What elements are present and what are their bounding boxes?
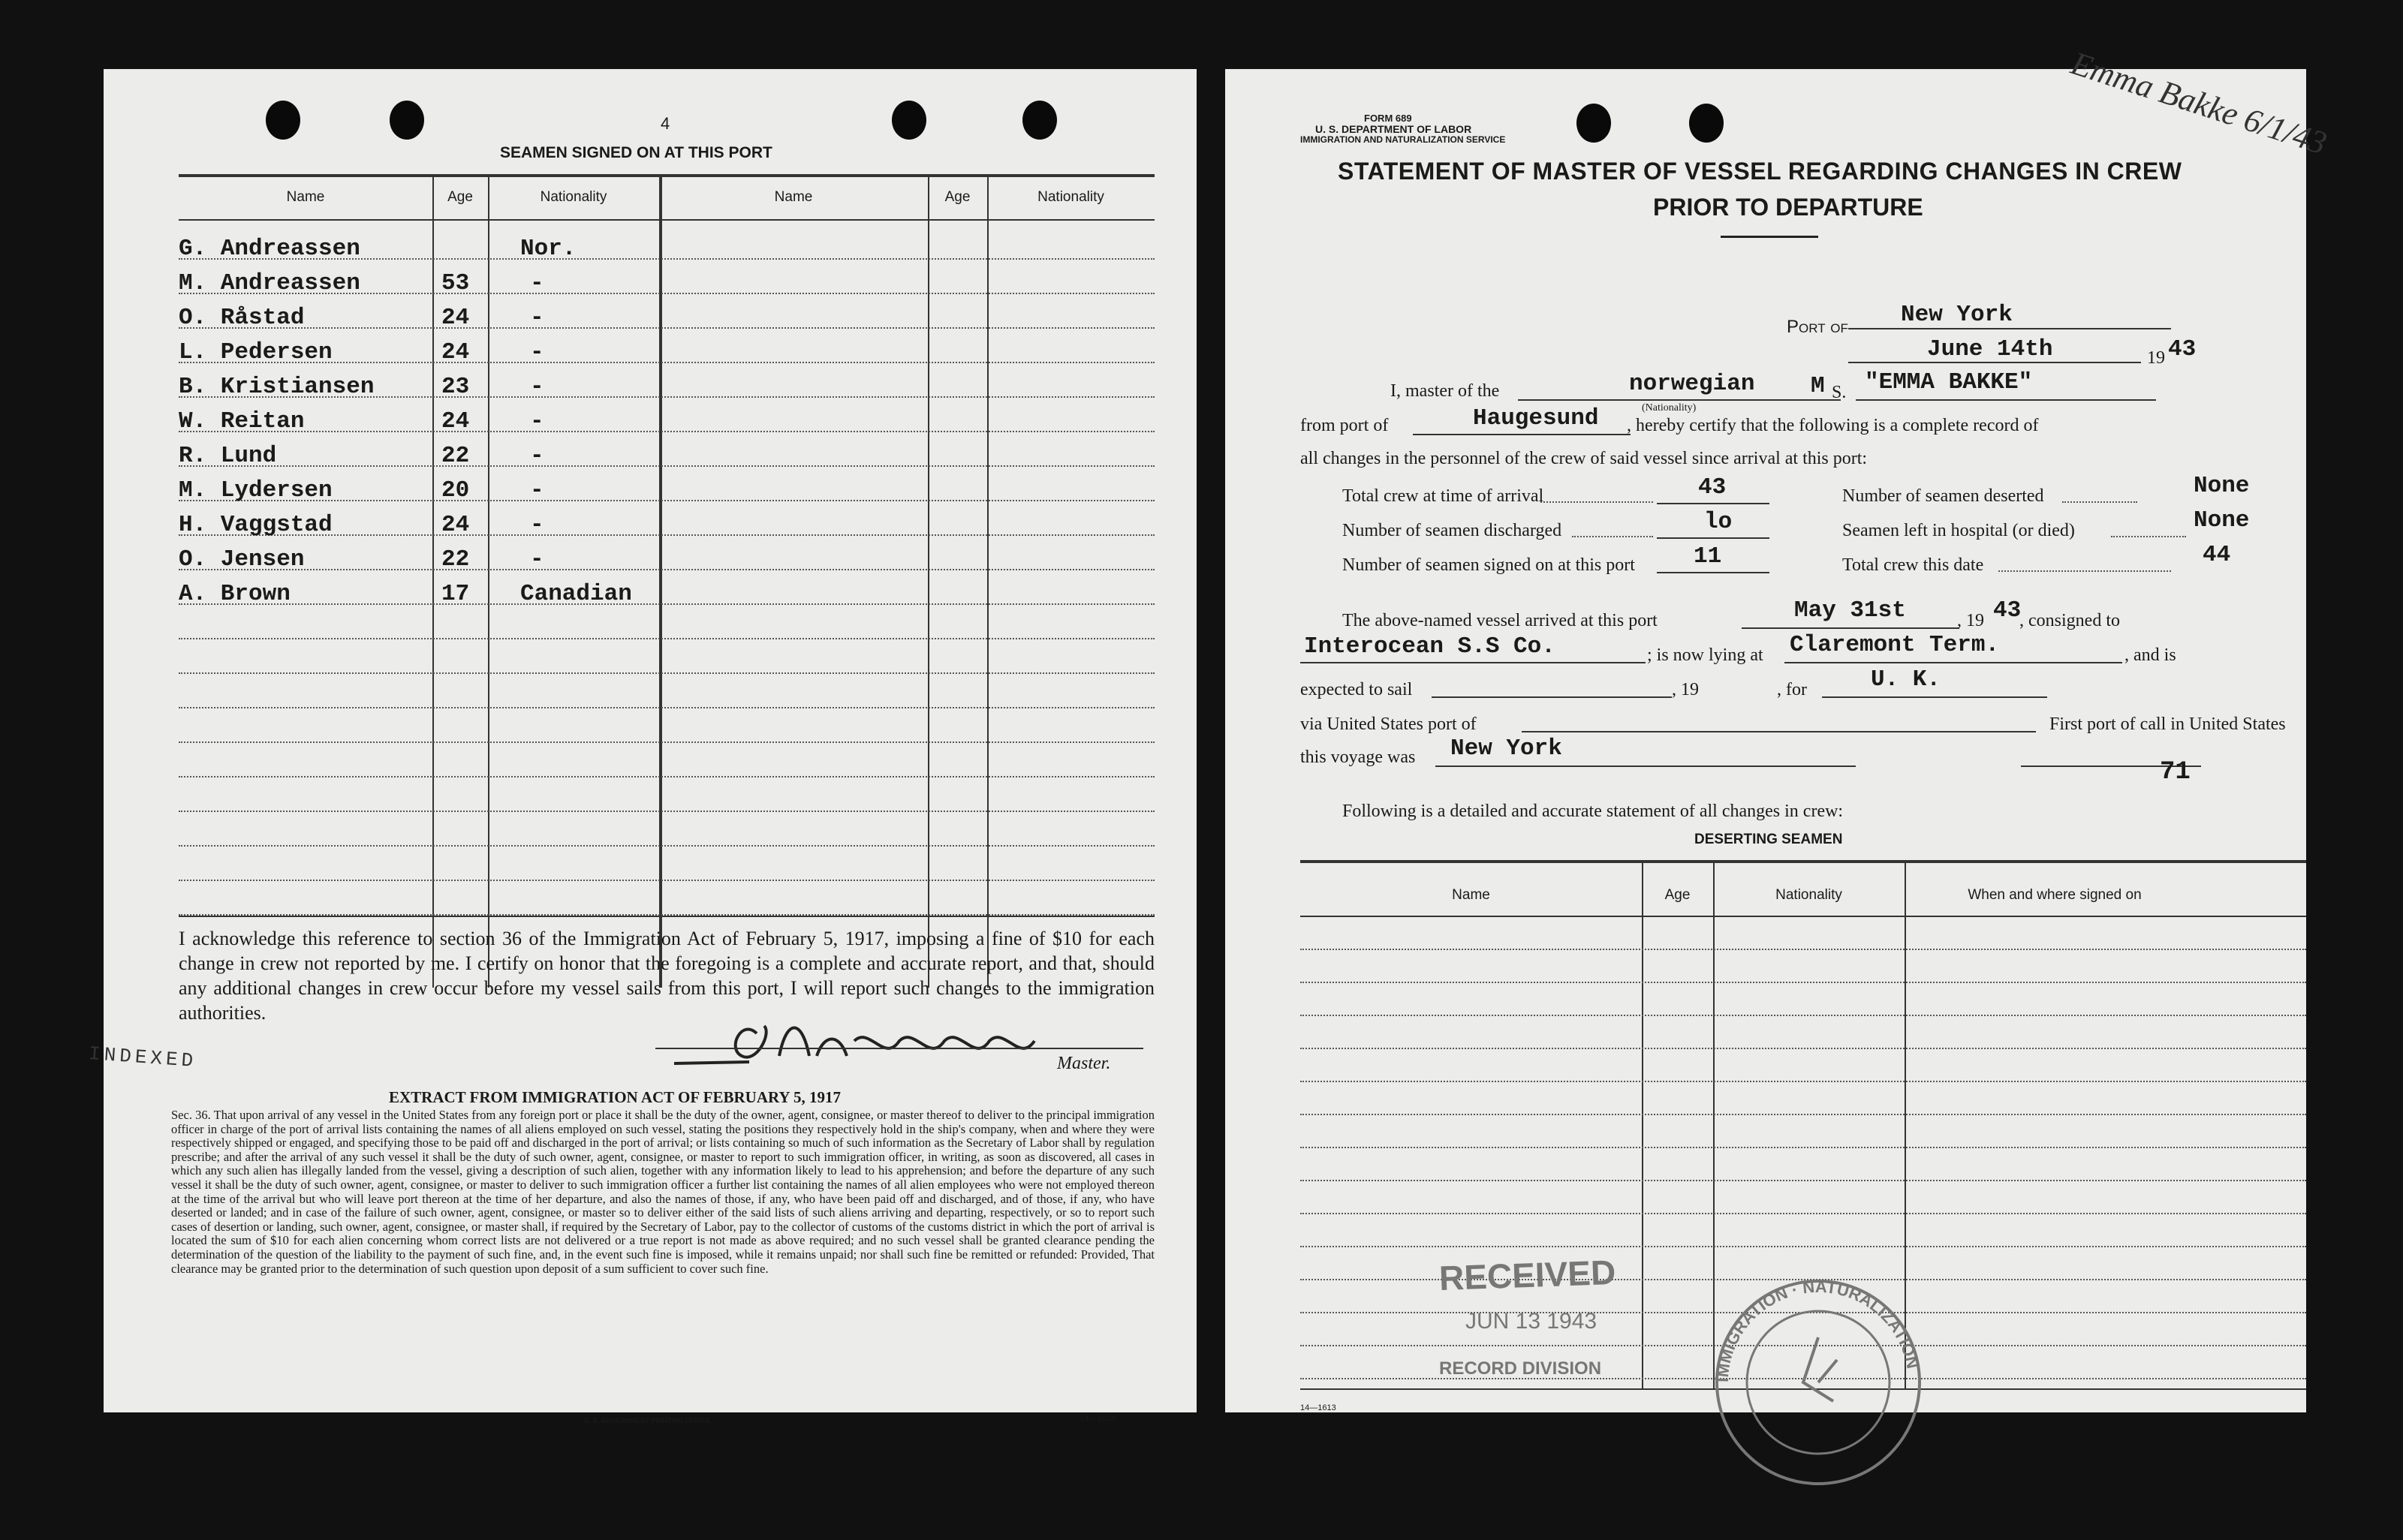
master-of-label: I, master of the [1390, 381, 1500, 401]
deserted-label: Number of seamen deserted [1842, 486, 2044, 506]
date-value: June 14th [1927, 336, 2053, 362]
col-divider [928, 177, 929, 988]
master-label: Master. [1057, 1054, 1111, 1073]
department: U. S. DEPARTMENT OF LABOR [1315, 123, 1472, 135]
seaman-age: 24 [441, 408, 470, 435]
svg-text:IMMIGRATION · NATURALIZATION [1713, 1277, 1923, 1382]
certify-text: , hereby certify that the following is a complete record of [1627, 416, 2039, 435]
row-rule [179, 707, 1155, 708]
from-port-line [1413, 434, 1631, 435]
col-divider [987, 177, 989, 988]
page-number: 4 [661, 114, 670, 133]
total-crew-date-label: Total crew this date [1842, 555, 1984, 575]
punch-hole [266, 101, 300, 140]
deserting-table-top [1300, 860, 2306, 863]
row-rule [179, 672, 1155, 674]
signature-line [655, 1048, 1143, 1049]
dotted-leader [1540, 501, 1653, 503]
col-divider [659, 177, 662, 988]
col-header-nationality: Nationality [540, 189, 607, 205]
deserting-col-signed-on: When and where signed on [1968, 887, 2142, 903]
col-divider [432, 177, 434, 988]
punch-hole [390, 101, 424, 140]
form-title-line2: PRIOR TO DEPARTURE [1653, 194, 1923, 221]
seaman-age: 22 [441, 443, 470, 469]
col-header-age-2: Age [944, 189, 971, 205]
discharged-label: Number of seamen discharged [1342, 521, 1562, 540]
seaman-nationality: - [530, 408, 544, 435]
expected-line [1432, 696, 1672, 698]
table-bottom-rule [179, 916, 1155, 917]
punch-hole [892, 101, 926, 140]
arrival-year: 43 [1993, 597, 2022, 624]
discharged-value: lo [1704, 509, 1733, 535]
seaman-name: L. Pedersen [179, 339, 333, 365]
destination-value: U. K. [1871, 666, 1941, 693]
row-rule [179, 811, 1155, 812]
consigned-label: , consigned to [2019, 611, 2120, 630]
received-date-stamp: JUN 13 1943 [1465, 1309, 1597, 1334]
deserting-row-rule [1300, 1147, 2306, 1148]
consignee-line [1300, 662, 1646, 663]
arrived-label: The above-named vessel arrived at this port [1342, 611, 1658, 630]
seaman-name: R. Lund [179, 443, 277, 469]
seaman-nationality: - [530, 477, 544, 504]
extract-text: Sec. 36. That upon arrival of any vessel in the United States from any foreign port or place it shall be the duty of the owner, agent, consignee, or master thereof to deliver to the principal immigration officer in charge of the port of arrival lists containing the names of all aliens employed on such vessel, stating the positions they respectively hold in the ship's company, when and where they were respectively shipped or engaged, and specifying those to be paid off and discharged in the port of arrival; or lists containing so much of such information as the Secretary of Labor shall by regulation prescribe; and after the arrival of any such vessel it shall be the duty of such owner, agent, consignee, or master to report to such immigration officer, in writing, as soon as discovered, all cases in which any such alien has illegally landed from the vessel, giving a description of such alien, together with any information likely to lead to his apprehension; and before the departure of any such vessel it shall be the duty of such owner, agent, consignee, or master to deliver to such immigration officer a further list containing the names of all alien employees who were not employed thereon at the time of the arrival but who will leave port thereon at the time of her departure, and also the names of those, if any, who have been paid off and discharged, and of those, if any, who have deserted or landed; and in case of the failure of such owner, agent, consignee, or master so to deliver either of the said lists of such aliens arriving and departing, respectively, or so to report such cases of desertion or landing, such owner, agent, consignee, or master shall, if required by the Secretary of Labor, pay to the collector of customs of the customs district in which the port of arrival is located the sum of $10 for each alien concerning whom correct lists are not delivered or a true report is not made as above required; and no such vessel shall be granted clearance pending the determination of the question of the liability to the payment of such fine, and, in the event such fine is imposed, while it remains unpaid; nor shall such fine be remitted or refunded: Provided, That clearance may be granted prior to the determination of such question upon deposit of a sum sufficient to cover such fine. [171, 1108, 1155, 1276]
total-crew-arrival-label: Total crew at time of arrival [1342, 486, 1544, 506]
for-label: , for [1777, 680, 1807, 699]
from-port-value: Haugesund [1473, 405, 1599, 432]
arrival-line [1742, 627, 1959, 629]
seaman-age: 24 [441, 339, 470, 365]
seaman-age: 53 [441, 270, 470, 296]
extract-title: EXTRACT FROM IMMIGRATION ACT OF FEBRUARY 5, 1917 [389, 1088, 842, 1106]
deserting-row-rule [1300, 1246, 2306, 1247]
voyage-label: this voyage was [1300, 747, 1416, 767]
left-page [88, 69, 1197, 1424]
row-rule [179, 845, 1155, 847]
via-line [1522, 731, 2036, 732]
seaman-nationality: - [530, 270, 544, 296]
destination-line [1822, 696, 2047, 698]
deserting-col-age: Age [1664, 887, 1691, 903]
voyage-line [1435, 765, 1856, 767]
nationality-caption: (Nationality) [1642, 402, 1697, 414]
row-rule [179, 431, 1155, 432]
seaman-nationality: - [530, 305, 544, 331]
seaman-age: 24 [441, 305, 470, 331]
row-rule [179, 741, 1155, 743]
consignee-value: Interocean S.S Co. [1304, 633, 1555, 660]
deserting-row-rule [1300, 982, 2306, 983]
voyage-port: New York [1450, 735, 1562, 762]
service: IMMIGRATION AND NATURALIZATION SERVICE [1300, 134, 1506, 145]
seaman-name: O. Jensen [179, 546, 305, 573]
seaman-name: B. Kristiansen [179, 374, 375, 400]
dotted-leader [1998, 570, 2171, 572]
total-crew-arrival-value: 43 [1698, 474, 1727, 501]
signed-on-label: Number of seamen signed on at this port [1342, 555, 1635, 575]
printing-office: U. S. GOVERNMENT PRINTING OFFICE [584, 1417, 711, 1424]
arrival-year-prefix: , 19 [1957, 611, 1984, 630]
all-changes-text: all changes in the personnel of the crew of said vessel since arrival at this port: [1300, 449, 1868, 468]
port-value: New York [1901, 302, 2013, 328]
year-prefix: 19 [2147, 348, 2165, 368]
vessel-line [1856, 399, 2156, 401]
acknowledgment-paragraph: I acknowledge this reference to section 36 of the Immigration Act of February 5, 1917, imposing a fine of $10 for each change in crew not reported by me. I certify on honor that the foregoing is a complete and accurate report, and that, should any additional changes in crew occur before my vessel sails from this port, I will report such changes to the immigration authorities. [179, 928, 1155, 1024]
seaman-name: M. Andreassen [179, 270, 360, 296]
following-text: Following is a detailed and accurate statement of all changes in crew: [1342, 802, 1844, 821]
deserting-col-nationality: Nationality [1775, 887, 1842, 903]
row-rule [179, 603, 1155, 605]
dotted-leader [2062, 501, 2137, 503]
hospital-label: Seamen left in hospital (or died) [1842, 521, 2075, 540]
deserting-row-rule [1300, 1213, 2306, 1214]
seaman-name: A. Brown [179, 581, 291, 607]
col-divider [1642, 863, 1643, 1388]
vessel-type-suffix: S. [1832, 383, 1847, 402]
row-rule [179, 465, 1155, 467]
answer-line [1657, 503, 1769, 504]
hospital-value: None [2194, 507, 2250, 534]
answer-line [1657, 537, 1769, 539]
deserted-value: None [2194, 473, 2250, 499]
from-port-label: from port of [1300, 416, 1389, 435]
seaman-age: 22 [441, 546, 470, 573]
right-form-code: 14—1613 [1300, 1403, 1336, 1412]
handwritten-number: 71 [2160, 758, 2191, 787]
deserting-row-rule [1300, 1114, 2306, 1115]
title-underline [1721, 236, 1818, 238]
signed-on-value: 11 [1694, 543, 1722, 570]
via-label: via United States port of [1300, 714, 1477, 734]
dotted-leader [1572, 536, 1653, 537]
seaman-name: H. Vaggstad [179, 512, 333, 538]
seaman-age: 24 [441, 512, 470, 538]
table-top-rule [179, 174, 1155, 177]
lying-value: Claremont Term. [1790, 632, 2000, 658]
punch-hole [1689, 104, 1724, 143]
row-rule [179, 569, 1155, 570]
expected-label: expected to sail [1300, 680, 1413, 699]
vessel-name: "EMMA BAKKE" [1865, 369, 2033, 396]
section-title: SEAMEN SIGNED ON AT THIS PORT [500, 144, 772, 161]
row-rule [179, 327, 1155, 329]
vessel-type: M [1811, 373, 1825, 399]
nationality-value: norwegian [1629, 371, 1755, 397]
deserting-title: DESERTING SEAMEN [1694, 832, 1843, 847]
seaman-nationality: Nor. [520, 236, 577, 262]
year-value: 43 [2168, 336, 2197, 362]
seaman-age: 17 [441, 581, 470, 607]
total-crew-date-value: 44 [2203, 542, 2231, 568]
answer-line [1657, 572, 1769, 573]
seaman-nationality: - [530, 339, 544, 365]
seaman-nationality: - [530, 443, 544, 469]
arrival-date: May 31st [1794, 597, 1906, 624]
punch-hole [1576, 104, 1611, 143]
row-rule [179, 638, 1155, 639]
seaman-age: 23 [441, 374, 470, 400]
port-line [1848, 328, 2171, 329]
col-header-name-2: Name [774, 189, 813, 205]
col-header-nationality-2: Nationality [1037, 189, 1104, 205]
deserting-row-rule [1300, 949, 2306, 950]
indexed-stamp: INDEXED [88, 1042, 198, 1072]
nationality-line [1518, 399, 1841, 401]
seaman-nationality: - [530, 546, 544, 573]
seaman-nationality: Canadian [520, 581, 632, 607]
deserting-row-rule [1300, 1015, 2306, 1016]
row-rule [179, 880, 1155, 881]
corner-annotation: Emma Bakke 6/1/43 [2067, 44, 2332, 162]
deserting-row-rule [1300, 1048, 2306, 1049]
round-stamp-text: IMMIGRATION · NATURALIZATION [1712, 1277, 1923, 1383]
seaman-nationality: - [530, 374, 544, 400]
master-signature [659, 1003, 1080, 1086]
seaman-nationality: - [530, 512, 544, 538]
seaman-age: 20 [441, 477, 470, 504]
and-is: , and is [2124, 645, 2176, 665]
row-rule [179, 776, 1155, 778]
deserting-table-header-rule [1300, 916, 2306, 917]
seaman-name: O. Råstad [179, 305, 305, 331]
form-number: FORM 689 [1364, 113, 1412, 124]
col-header-name: Name [286, 189, 325, 205]
right-page [1225, 44, 2332, 1412]
expected-year: , 19 [1672, 680, 1699, 699]
deserting-col-name: Name [1452, 887, 1490, 903]
port-label: Port of [1787, 317, 1848, 337]
round-inspection-stamp [1706, 1270, 1931, 1495]
form-code: 14—1613 [1080, 1414, 1116, 1423]
deserting-row-rule [1300, 1180, 2306, 1181]
punch-hole [1022, 101, 1057, 140]
lying-label: ; is now lying at [1647, 645, 1763, 665]
first-port-label: First port of call in United States [2049, 714, 2286, 734]
deserting-row-rule [1300, 1081, 2306, 1082]
table-header-rule [179, 219, 1155, 221]
record-division-stamp: RECORD DIVISION [1439, 1358, 1602, 1379]
col-header-age: Age [447, 189, 473, 205]
form-title-line1: STATEMENT OF MASTER OF VESSEL REGARDING CHANGES IN CREW [1338, 158, 2182, 185]
col-divider [488, 177, 489, 988]
seaman-name: W. Reitan [179, 408, 305, 435]
lying-line [1784, 662, 2122, 663]
dotted-leader [2111, 536, 2186, 537]
received-stamp: RECEIVED [1438, 1252, 1617, 1298]
seaman-name: M. Lydersen [179, 477, 333, 504]
seaman-name: G. Andreassen [179, 236, 360, 262]
